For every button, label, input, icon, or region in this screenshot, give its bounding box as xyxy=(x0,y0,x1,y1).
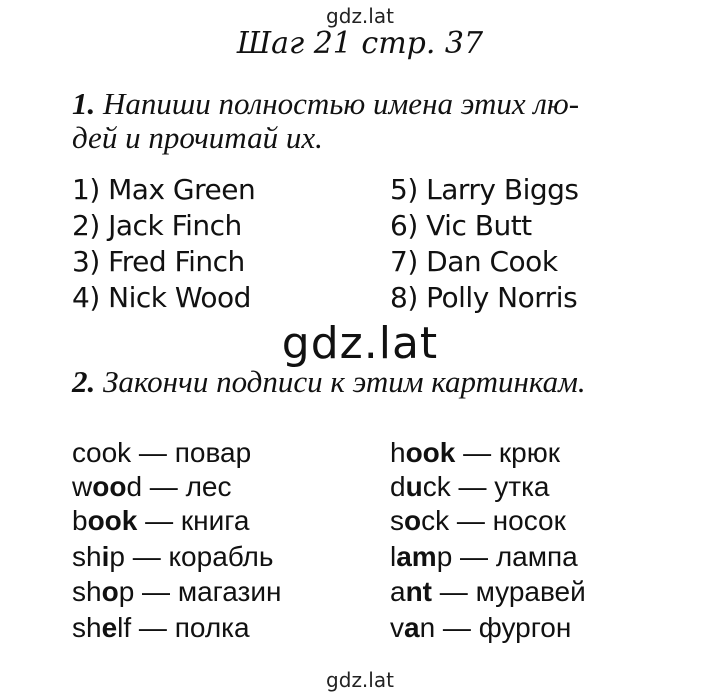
word-item xyxy=(72,471,232,503)
word-translation: — утка xyxy=(450,471,550,502)
word-translation: — книга xyxy=(137,505,250,536)
word-item xyxy=(390,505,566,537)
name-item: 5) Larry Biggs xyxy=(390,173,579,206)
task1-text: Напиши полностью имена этих лю- xyxy=(103,86,580,121)
word-part-bold: u xyxy=(405,471,423,502)
name-item: 4) Nick Wood xyxy=(72,281,251,314)
word-part: v xyxy=(390,612,404,643)
word-item xyxy=(72,576,281,608)
word-part-bold: e xyxy=(101,612,118,643)
word-translation: — носок xyxy=(449,505,566,536)
page-title: Шаг 21 стр. 37 xyxy=(236,26,484,61)
name-item: 3) Fred Finch xyxy=(72,245,245,278)
word-item xyxy=(390,471,550,503)
word-translation: — муравей xyxy=(432,576,586,607)
name-item: 1) Max Green xyxy=(72,173,256,206)
word-part: h xyxy=(390,437,406,468)
task2-text: Закончи подписи к этим картинкам. xyxy=(103,364,586,399)
word-item xyxy=(390,576,586,608)
word-part: sh xyxy=(72,576,102,607)
word-part: p xyxy=(118,576,135,607)
word-part-bold: nt xyxy=(405,576,433,607)
watermark-middle: gdz.lat xyxy=(281,318,439,369)
word-translation: — магазин xyxy=(134,576,282,607)
word-translation: — лес xyxy=(142,471,232,502)
word-part: d xyxy=(390,471,406,502)
word-item xyxy=(72,437,251,469)
word-part: p xyxy=(436,541,453,572)
task1-number: 1. xyxy=(72,86,96,121)
word-part-bold: am xyxy=(396,541,437,572)
watermark-top: gdz.lat xyxy=(326,4,394,28)
word-item xyxy=(72,541,273,573)
name-item: 8) Polly Norris xyxy=(390,281,578,314)
word-item xyxy=(390,541,578,573)
task1-line2: дей и прочитай их. xyxy=(72,120,323,155)
word-part: cook xyxy=(72,437,132,468)
word-part-bold: ook xyxy=(87,505,138,536)
word-translation: — полка xyxy=(131,612,250,643)
word-part: a xyxy=(390,576,406,607)
word-translation: — повар xyxy=(131,437,252,468)
word-part-bold: oo xyxy=(92,471,127,502)
word-part: sh xyxy=(72,612,102,643)
word-part: p xyxy=(109,541,125,572)
word-translation: — лампа xyxy=(452,541,578,572)
name-item: 2) Jack Finch xyxy=(72,209,242,242)
word-part: ck xyxy=(421,505,450,536)
word-item xyxy=(72,612,250,644)
word-item xyxy=(72,505,249,537)
word-part: ck xyxy=(422,471,451,502)
word-part: lf xyxy=(117,612,132,643)
word-part: w xyxy=(72,471,93,502)
word-part-bold: i xyxy=(101,541,110,572)
word-translation: — крюк xyxy=(455,437,560,468)
name-item: 6) Vic Butt xyxy=(390,209,532,242)
word-part: n xyxy=(419,612,436,643)
name-item: 7) Dan Cook xyxy=(390,245,558,278)
word-part-bold: a xyxy=(404,612,420,643)
watermark-bottom: gdz.lat xyxy=(326,668,394,692)
word-part-bold: ook xyxy=(405,437,456,468)
word-item xyxy=(390,437,560,469)
word-part: l xyxy=(390,541,397,572)
task2-number: 2. xyxy=(72,364,96,399)
word-part: d xyxy=(126,471,143,502)
word-translation: — фургон xyxy=(435,612,572,643)
word-part: sh xyxy=(72,541,102,572)
word-part-bold: o xyxy=(404,505,422,536)
task2-line xyxy=(72,364,586,400)
word-part: b xyxy=(72,505,88,536)
word-part-bold: o xyxy=(101,576,119,607)
word-item xyxy=(390,612,571,644)
task1-line1 xyxy=(72,86,579,122)
word-translation: — корабль xyxy=(124,541,274,572)
word-part: s xyxy=(390,505,404,536)
